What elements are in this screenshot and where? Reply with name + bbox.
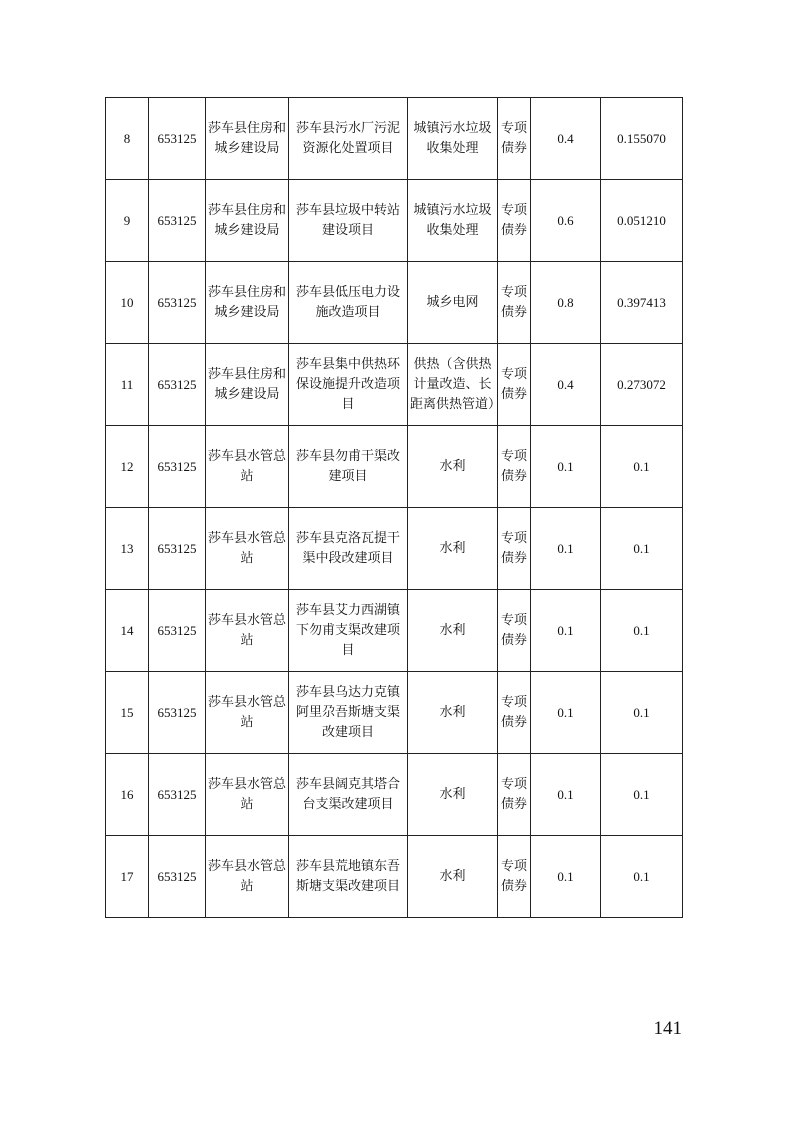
- rate-cell: 0.1: [531, 672, 601, 754]
- region-code-cell: 653125: [149, 672, 206, 754]
- row-number-cell: 14: [106, 590, 149, 672]
- table-row: [106, 262, 683, 344]
- unit-name-cell: 莎车县住房和城乡建设局: [206, 98, 289, 180]
- region-code-cell: 653125: [149, 262, 206, 344]
- row-number-cell: 12: [106, 426, 149, 508]
- bond-type-cell: 专项债券: [498, 672, 531, 754]
- region-code-cell: 653125: [149, 754, 206, 836]
- project-name-cell: 莎车县垃圾中转站建设项目: [289, 180, 408, 262]
- unit-name-cell: 莎车县水管总站: [206, 426, 289, 508]
- bond-type-cell: 专项债券: [498, 836, 531, 918]
- rate-cell: 0.1: [531, 836, 601, 918]
- rate-cell: 0.1: [531, 508, 601, 590]
- table-row: [106, 590, 683, 672]
- row-number-cell: 16: [106, 754, 149, 836]
- region-code-cell: 653125: [149, 98, 206, 180]
- amount-cell: 0.1: [601, 508, 683, 590]
- amount-cell: 0.1: [601, 672, 683, 754]
- project-field-cell: 城镇污水垃圾收集处理: [408, 180, 498, 262]
- bond-type-cell: 专项债券: [498, 590, 531, 672]
- amount-cell: 0.051210: [601, 180, 683, 262]
- unit-name-cell: 莎车县水管总站: [206, 672, 289, 754]
- row-number-cell: 17: [106, 836, 149, 918]
- unit-name-cell: 莎车县水管总站: [206, 508, 289, 590]
- project-name-cell: 莎车县污水厂污泥资源化处置项目: [289, 98, 408, 180]
- project-name-cell: 莎车县阔克其塔合台支渠改建项目: [289, 754, 408, 836]
- row-number-cell: 15: [106, 672, 149, 754]
- table-row: [106, 672, 683, 754]
- project-name-cell: 莎车县乌达力克镇阿里尕吾斯塘支渠改建项目: [289, 672, 408, 754]
- unit-name-cell: 莎车县水管总站: [206, 754, 289, 836]
- bond-type-cell: 专项债券: [498, 98, 531, 180]
- region-code-cell: 653125: [149, 508, 206, 590]
- project-debt-table: [105, 97, 683, 918]
- region-code-cell: 653125: [149, 590, 206, 672]
- unit-name-cell: 莎车县水管总站: [206, 836, 289, 918]
- rate-cell: 0.1: [531, 426, 601, 508]
- row-number-cell: 9: [106, 180, 149, 262]
- unit-name-cell: 莎车县住房和城乡建设局: [206, 344, 289, 426]
- row-number-cell: 10: [106, 262, 149, 344]
- region-code-cell: 653125: [149, 426, 206, 508]
- table-row: [106, 344, 683, 426]
- row-number-cell: 11: [106, 344, 149, 426]
- project-name-cell: 莎车县艾力西湖镇下勿甫支渠改建项目: [289, 590, 408, 672]
- bond-type-cell: 专项债券: [498, 344, 531, 426]
- bond-type-cell: 专项债券: [498, 508, 531, 590]
- table-row: [106, 98, 683, 180]
- rate-cell: 0.6: [531, 180, 601, 262]
- project-name-cell: 莎车县低压电力设施改造项目: [289, 262, 408, 344]
- project-field-cell: 水利: [408, 836, 498, 918]
- bond-type-cell: 专项债券: [498, 262, 531, 344]
- page-number: 141: [653, 1018, 682, 1039]
- rate-cell: 0.4: [531, 344, 601, 426]
- rate-cell: 0.8: [531, 262, 601, 344]
- rate-cell: 0.4: [531, 98, 601, 180]
- region-code-cell: 653125: [149, 344, 206, 426]
- amount-cell: 0.1: [601, 836, 683, 918]
- project-field-cell: 城乡电网: [408, 262, 498, 344]
- amount-cell: 0.1: [601, 754, 683, 836]
- project-field-cell: 城镇污水垃圾收集处理: [408, 98, 498, 180]
- table-row: [106, 426, 683, 508]
- table-row: [106, 836, 683, 918]
- region-code-cell: 653125: [149, 180, 206, 262]
- amount-cell: 0.397413: [601, 262, 683, 344]
- unit-name-cell: 莎车县水管总站: [206, 590, 289, 672]
- unit-name-cell: 莎车县住房和城乡建设局: [206, 262, 289, 344]
- bond-type-cell: 专项债券: [498, 426, 531, 508]
- rate-cell: 0.1: [531, 754, 601, 836]
- project-field-cell: 水利: [408, 754, 498, 836]
- project-name-cell: 莎车县勿甫干渠改建项目: [289, 426, 408, 508]
- rate-cell: 0.1: [531, 590, 601, 672]
- amount-cell: 0.155070: [601, 98, 683, 180]
- amount-cell: 0.273072: [601, 344, 683, 426]
- unit-name-cell: 莎车县住房和城乡建设局: [206, 180, 289, 262]
- project-field-cell: 水利: [408, 426, 498, 508]
- bond-type-cell: 专项债券: [498, 754, 531, 836]
- amount-cell: 0.1: [601, 426, 683, 508]
- project-field-cell: 水利: [408, 508, 498, 590]
- row-number-cell: 8: [106, 98, 149, 180]
- project-field-cell: 供热（含供热计量改造、长距离供热管道）: [408, 344, 498, 426]
- region-code-cell: 653125: [149, 836, 206, 918]
- bond-type-cell: 专项债券: [498, 180, 531, 262]
- amount-cell: 0.1: [601, 590, 683, 672]
- table-row: [106, 754, 683, 836]
- table-row: [106, 180, 683, 262]
- table-body: [106, 98, 683, 918]
- project-field-cell: 水利: [408, 672, 498, 754]
- project-field-cell: 水利: [408, 590, 498, 672]
- row-number-cell: 13: [106, 508, 149, 590]
- table-row: [106, 508, 683, 590]
- project-name-cell: 莎车县集中供热环保设施提升改造项目: [289, 344, 408, 426]
- project-name-cell: 莎车县克洛瓦提干渠中段改建项目: [289, 508, 408, 590]
- project-name-cell: 莎车县荒地镇东吾斯塘支渠改建项目: [289, 836, 408, 918]
